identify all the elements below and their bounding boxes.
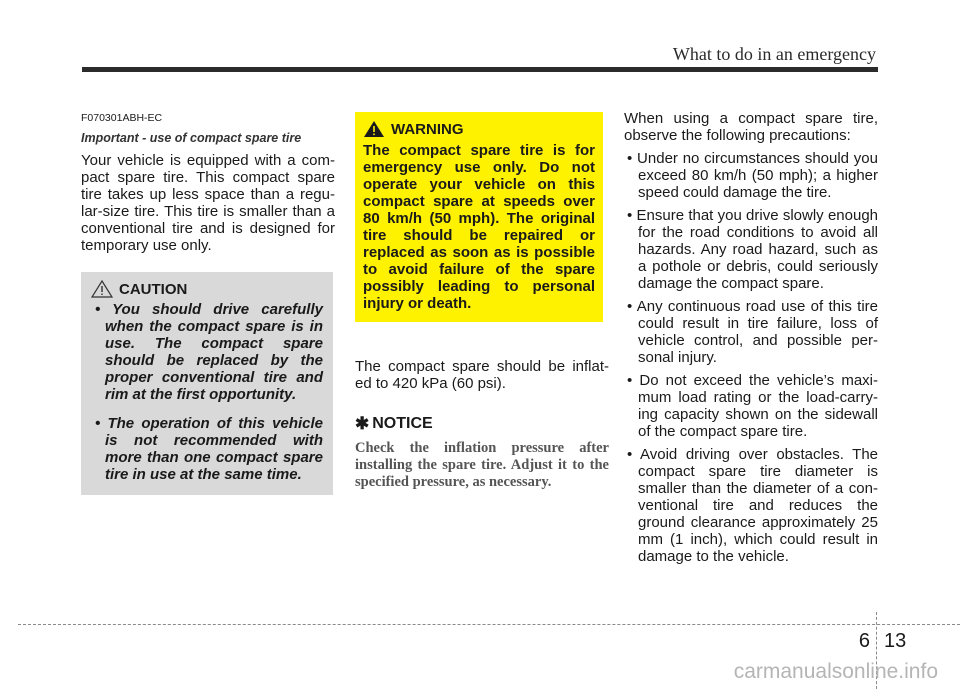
precautions-intro: When using a compact spare tire, observe the following precautions: <box>624 110 878 144</box>
star-icon: ✱ <box>355 414 370 433</box>
page-header-title: What to do in an emergency <box>672 44 876 64</box>
footer-rule <box>18 624 960 625</box>
intro-paragraph: Your vehicle is equipped with a com-pact spare tire. This compact spare tire takes up less space than a regu-lar-size tire. This tire is smaller than a conventional tire and is designed for temporary use only. <box>81 152 335 254</box>
precaution-item: • Any continuous road use of this tire could result in tire failure, loss of vehicle control, and possible per-sonal injury. <box>627 298 878 366</box>
watermark: carmanualsonline.info <box>733 660 938 683</box>
section-number: 6 <box>858 630 870 652</box>
section-subheading: Important - use of compact spare tire <box>81 131 302 145</box>
caution-title <box>91 280 323 298</box>
column-right <box>624 110 878 565</box>
caution-box <box>81 272 333 495</box>
notice-text: Check the inflation pressure after installing the spare tire. Adjust it to the specified pressure, as necessary. <box>355 440 609 490</box>
warning-title <box>363 120 595 138</box>
precautions-list <box>624 150 878 565</box>
precaution-item: • Under no circumstances should you exceed 80 km/h (50 mph); a higher speed could damage the tire. <box>627 150 878 201</box>
header-rule <box>82 67 878 72</box>
caution-item: • The operation of this vehicle is not recommended with more than one compact spare tire in use at the same time. <box>95 415 323 483</box>
notice-title <box>355 414 609 434</box>
warning-triangle-icon <box>91 280 113 298</box>
caution-list <box>91 301 323 483</box>
inflation-paragraph: The compact spare should be inflat-ed to 420 kPa (60 psi). <box>355 358 609 392</box>
caution-title-label: CAUTION <box>119 280 188 298</box>
precaution-item: • Do not exceed the vehicle’s maxi-mum load rating or the load-carry-ing capacity shown on the sidewall of the compact spare tire. <box>627 372 878 440</box>
column-left <box>81 110 335 495</box>
caution-item: • You should drive carefully when the compact spare is in use. The compact spare should be replaced by the proper conventional tire and rim at the first opportunity. <box>95 301 323 403</box>
warning-title-label: WARNING <box>391 120 464 138</box>
warning-text: The compact spare tire is for emergency use only. Do not operate your vehicle on this compact spare at speeds over 80 km/h (50 mph). The original tire should be repaired or replaced as soon as is possible to avoid failure of the spare possibly leading to personal injury or death. <box>363 142 595 312</box>
page-number: 13 <box>884 630 907 652</box>
precaution-item: • Ensure that you drive slowly enough for the road conditions to avoid all hazards. Any road hazard, such as a pothole or debris, could seriously damage the compact spare. <box>627 207 879 292</box>
warning-triangle-icon <box>363 120 385 138</box>
precaution-item: • Avoid driving over obstacles. The compact spare tire diameter is smaller than the diameter of a con-ventional tire and reduces the ground clearance approximately 25 mm (1 inch), which could result in damage to the vehicle. <box>627 446 879 565</box>
column-middle <box>355 110 609 491</box>
warning-box <box>355 112 603 322</box>
section-code: F070301ABH-EC <box>81 112 163 124</box>
notice-title-label: NOTICE <box>372 415 433 432</box>
